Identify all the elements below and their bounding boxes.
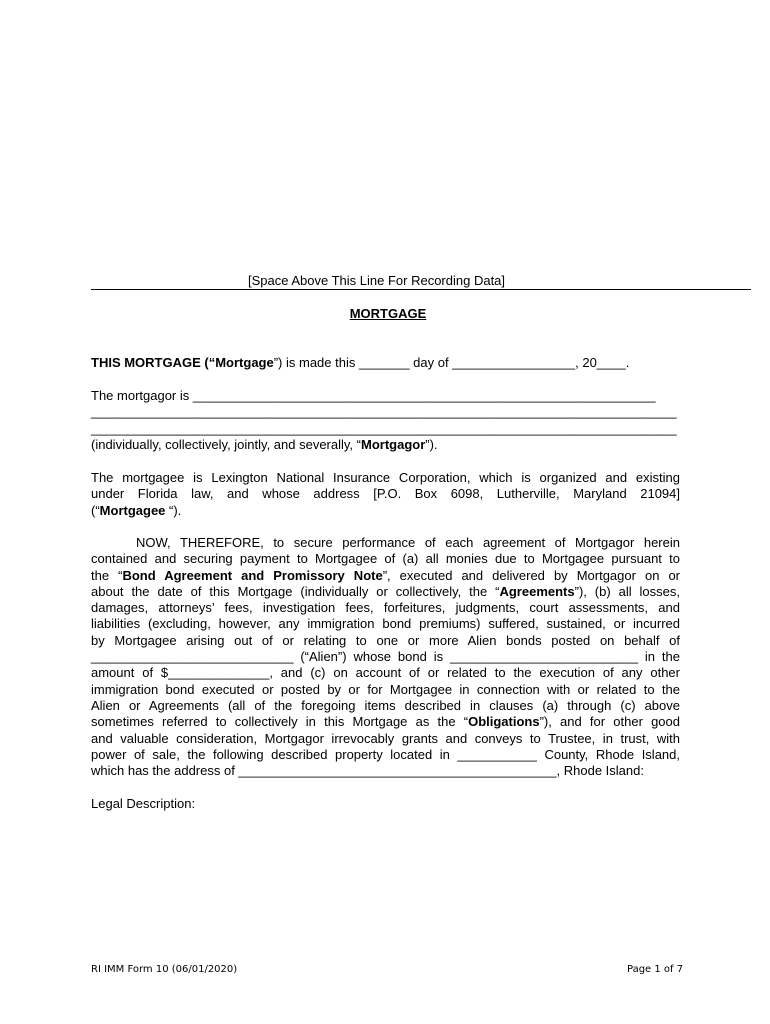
clause-line-13: and valuable consideration, Mortgagor irrevocably grants and conveys to Trustee, in trust, with (91, 730, 680, 746)
mortgagor-line-3: _________________________________________________________________________________ (91, 420, 677, 436)
mortgagor-line-1: The mortgagor is ________________________________________________________________ (91, 388, 656, 403)
document-title: MORTGAGE (349, 306, 427, 321)
mortgage-date-clause (91, 355, 680, 371)
page-number: Page 1 of 7 (627, 964, 684, 975)
clause-line-12-post: ”), and for other good (539, 714, 680, 730)
clause-line-12-pre: sometimes referred to collectively in this Mortgage as the “ (91, 714, 469, 730)
mortgagor-clause (91, 388, 680, 453)
clause-line-11: Alien or Agreements (all of the foregoing items described in clauses (a) through (c) above (91, 697, 680, 713)
mortgagee-line-3 (91, 503, 680, 519)
mortgagee-line-2: under Florida law, and whose address [P.O. Box 6098, Lutherville, Maryland 21094] (91, 486, 680, 502)
legal-description-label: Legal Description: (91, 796, 196, 811)
obligations-term: Obligations (468, 714, 540, 730)
clause-line-14: power of sale, the following described property located in ___________ County, Rhode Island, (91, 746, 680, 762)
clause-line-15: which has the address of ____________________________________________, Rhode Island: (91, 763, 644, 779)
clause-line-7: by Mortgagee arising out of or relating to one or more Alien bonds posted on behalf of (91, 632, 680, 648)
clause-line-3-pre: the “ (91, 567, 123, 583)
mortgagee-line-3-pre: (“ (91, 502, 100, 518)
para1-bold: Mortgage (215, 355, 274, 370)
mortgagee-line-1: The mortgagee is Lexington National Insurance Corporation, which is organized and existing (91, 470, 680, 485)
mortgagor-line-4-post: ”). (425, 436, 438, 452)
clause-line-3 (91, 568, 680, 584)
para1-rest: ”) is made this _______ day of _________________, 20____. (273, 355, 630, 370)
mortgagee-clause (91, 470, 680, 519)
para1-pre: THIS MORTGAGE (“ (91, 355, 216, 370)
mortgagee-term: Mortgagee (99, 502, 166, 518)
mortgagor-line-4 (91, 437, 680, 453)
this-mortgage-label (91, 355, 274, 370)
clause-line-2: contained and securing payment to Mortgagee of (a) all monies due to Mortgagee pursuant to (91, 551, 680, 567)
form-number: RI IMM Form 10 (06/01/2020) (91, 964, 238, 975)
obligations-clause (91, 535, 680, 779)
clause-line-9: amount of $______________, and (c) on account of or related to the execution of any other (91, 665, 680, 681)
clause-line-8: ____________________________ (“Alien”) whose bond is __________________________ in the (91, 649, 680, 665)
recording-line (91, 273, 751, 290)
bond-agreement-term: Bond Agreement and Promissory Note (122, 567, 383, 583)
clause-line-4 (91, 584, 680, 600)
clause-line-3-post: ”, executed and delivered by Mortgagor on or (382, 567, 681, 583)
clause-line-4-pre: about the date of this Mortgage (individually or collectively, the “ (91, 583, 500, 599)
mortgagor-line-4-pre: (individually, collectively, jointly, and severally, “ (91, 436, 361, 452)
clause-line-4-post: ”), (b) all losses, (574, 583, 680, 599)
clause-line-1: NOW, THEREFORE, to secure performance of each agreement of Mortgagor herein (136, 535, 680, 550)
mortgagor-line-2: _________________________________________________________________________________ (91, 404, 677, 420)
agreements-term: Agreements (499, 583, 575, 599)
mortgagee-line-3-post: “). (165, 502, 182, 518)
clause-line-10: immigration bond executed or posted by or for Mortgagee in connection with or related to the (91, 681, 680, 697)
mortgagor-term: Mortgagor (360, 436, 426, 452)
clause-line-5: damages, attorneys’ fees, investigation fees, forfeitures, judgments, court assessments, and (91, 600, 680, 616)
recording-header: [Space Above This Line For Recording Data] (248, 273, 506, 288)
clause-line-6: liabilities (excluding, however, any immigration bond premiums) suffered, sustained, or incurred (91, 616, 680, 632)
clause-line-12 (91, 714, 680, 730)
